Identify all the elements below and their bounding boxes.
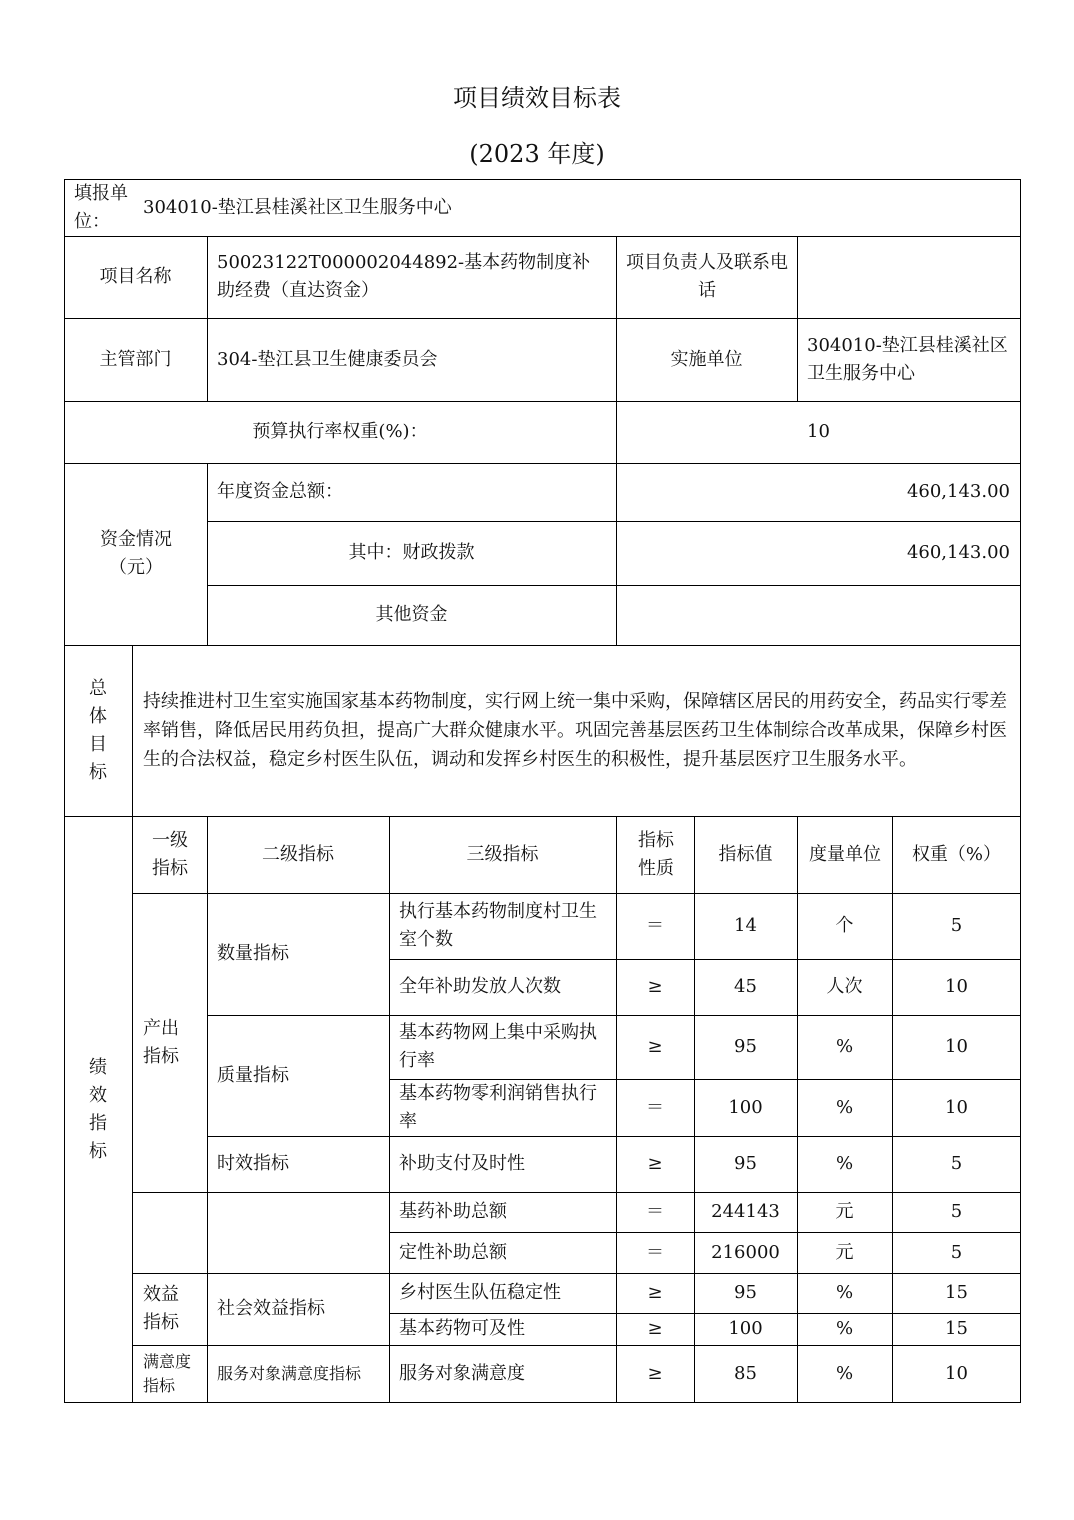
indicator-name-cell: 执行基本药物制度村卫生室个数 — [399, 901, 597, 950]
indicator-value-cell: 14 — [734, 915, 757, 936]
header-level1: 一级指标 — [152, 829, 188, 879]
indicator-value-cell: 100 — [728, 1318, 763, 1339]
annual-total-value: 460,143.00 — [906, 481, 1010, 502]
indicator-unit-cell: % — [835, 1096, 854, 1118]
indicator-unit-cell: 个 — [835, 915, 854, 936]
indicator-op-cell: ≥ — [647, 1153, 663, 1174]
indicator-name-cell: 全年补助发放人次数 — [399, 976, 561, 997]
indicator-weight-cell: 15 — [945, 1282, 968, 1303]
indicator-unit-cell: % — [835, 1282, 854, 1303]
header-value: 指标值 — [718, 843, 773, 865]
budget-weight-label: 预算执行率权重(%)： — [252, 421, 428, 442]
indicator-name-cell: 补助支付及时性 — [399, 1153, 525, 1174]
department-label: 主管部门 — [99, 348, 172, 370]
indicator-weight-cell: 10 — [945, 976, 968, 997]
performance-label: 绩效指标 — [89, 1056, 107, 1162]
project-name-label: 项目名称 — [99, 266, 172, 287]
level2-timeliness: 时效指标 — [217, 1153, 289, 1174]
header-level2: 二级指标 — [262, 843, 334, 865]
implementing-unit-label: 实施单位 — [670, 348, 743, 370]
level1-output: 产出指标 — [143, 1017, 179, 1067]
indicator-unit-cell: 元 — [835, 1201, 854, 1222]
indicator-op-cell: ≥ — [647, 976, 663, 997]
page-title: 项目绩效目标表 — [453, 84, 621, 112]
implementing-unit-value: 304010-垫江县桂溪社区卫生服务中心 — [807, 334, 1008, 384]
indicator-op-cell: ＝ — [646, 1241, 664, 1263]
indicator-value-cell: 216000 — [711, 1241, 780, 1263]
header-nature: 指标性质 — [638, 829, 674, 879]
overall-goal-label: 总体目标 — [89, 677, 107, 783]
indicator-value-cell: 95 — [734, 1282, 757, 1303]
indicator-op-cell: ≥ — [647, 1318, 663, 1339]
indicator-name-cell: 基本药物网上集中采购执行率 — [399, 1022, 597, 1071]
fiscal-value: 460,143.00 — [906, 542, 1010, 563]
header-unit: 度量单位 — [809, 843, 881, 865]
level2-blank — [217, 1192, 387, 1273]
indicator-weight-cell: 5 — [950, 1153, 963, 1174]
indicator-name-cell: 基药补助总额 — [399, 1201, 507, 1222]
funds-label: 资金情况（元） — [100, 529, 172, 578]
header-level3: 三级指标 — [466, 843, 539, 865]
indicator-value-cell: 95 — [734, 1036, 757, 1057]
indicator-value-cell: 244143 — [711, 1201, 780, 1222]
project-leader-value — [807, 236, 1012, 318]
department-value: 304-垫江县卫生健康委员会 — [217, 348, 438, 370]
indicator-value-cell: 100 — [728, 1096, 763, 1118]
budget-weight-value: 10 — [807, 421, 830, 442]
indicator-name-cell: 基本药物零利润销售执行率 — [399, 1082, 597, 1132]
indicator-weight-cell: 5 — [950, 1241, 963, 1263]
indicator-weight-cell: 15 — [945, 1318, 968, 1339]
other-funds-value — [626, 585, 1010, 645]
indicator-unit-cell: 人次 — [826, 976, 863, 997]
fiscal-label: 其中：财政拨款 — [348, 542, 475, 563]
year-subtitle: (2023 年度) — [469, 140, 605, 168]
indicator-name-cell: 定性补助总额 — [399, 1241, 507, 1263]
level1-benefit: 效益指标 — [143, 1284, 179, 1333]
indicator-weight-cell: 10 — [945, 1096, 968, 1118]
reporting-unit-value: 304010-垫江县桂溪社区卫生服务中心 — [143, 197, 452, 218]
level2-service: 服务对象满意度指标 — [217, 1364, 362, 1383]
project-leader-label: 项目负责人及联系电话 — [626, 252, 788, 301]
overall-goal-text: 持续推进村卫生室实施国家基本药物制度，实行网上统一集中采购，保障辖区居民的用药安全，药品实行零差率销售，降低居民用药负担，提高广大群众健康水平。巩固完善基层医药卫生体制综合改革成果，保障乡村医生的合法权益，稳定乡村医生队伍，调动和发挥乡村医生的积极性，提升基层医疗卫生服务水平。 — [143, 691, 1007, 770]
indicator-value-cell: 85 — [734, 1363, 757, 1384]
annual-total-label: 年度资金总额： — [217, 481, 343, 502]
level2-quantity: 数量指标 — [217, 943, 289, 964]
indicator-op-cell: ≥ — [647, 1282, 663, 1303]
indicator-op-cell: ＝ — [646, 1096, 664, 1118]
indicator-weight-cell: 10 — [945, 1036, 968, 1057]
level1-satisfaction: 满意度指标 — [143, 1352, 192, 1395]
indicator-weight-cell: 5 — [950, 915, 963, 936]
indicator-value-cell: 95 — [734, 1153, 757, 1174]
indicator-value-cell: 45 — [734, 976, 757, 997]
indicator-unit-cell: 元 — [835, 1241, 854, 1263]
indicator-name-cell: 基本药物可及性 — [399, 1318, 525, 1339]
indicator-op-cell: ≥ — [647, 1363, 663, 1384]
indicator-unit-cell: % — [835, 1153, 854, 1174]
indicator-op-cell: ＝ — [646, 1201, 664, 1222]
header-weight: 权重（%） — [911, 843, 1002, 865]
reporting-unit-label: 填报单位： — [74, 183, 128, 232]
indicator-name-cell: 乡村医生队伍稳定性 — [399, 1282, 561, 1303]
indicator-op-cell: ≥ — [647, 1036, 663, 1057]
indicator-weight-cell: 10 — [945, 1363, 968, 1384]
level2-social: 社会效益指标 — [217, 1298, 325, 1319]
other-funds-label: 其他资金 — [375, 604, 448, 625]
level2-quality: 质量指标 — [217, 1064, 289, 1086]
indicator-op-cell: ＝ — [646, 915, 664, 936]
project-name-value: 50023122T000002044892-基本药物制度补助经费（直达资金） — [217, 252, 591, 301]
indicator-unit-cell: % — [835, 1363, 854, 1384]
indicator-weight-cell: 5 — [950, 1201, 963, 1222]
indicator-unit-cell: % — [835, 1318, 854, 1339]
indicator-unit-cell: % — [835, 1036, 854, 1057]
indicator-name-cell: 服务对象满意度 — [399, 1363, 525, 1384]
